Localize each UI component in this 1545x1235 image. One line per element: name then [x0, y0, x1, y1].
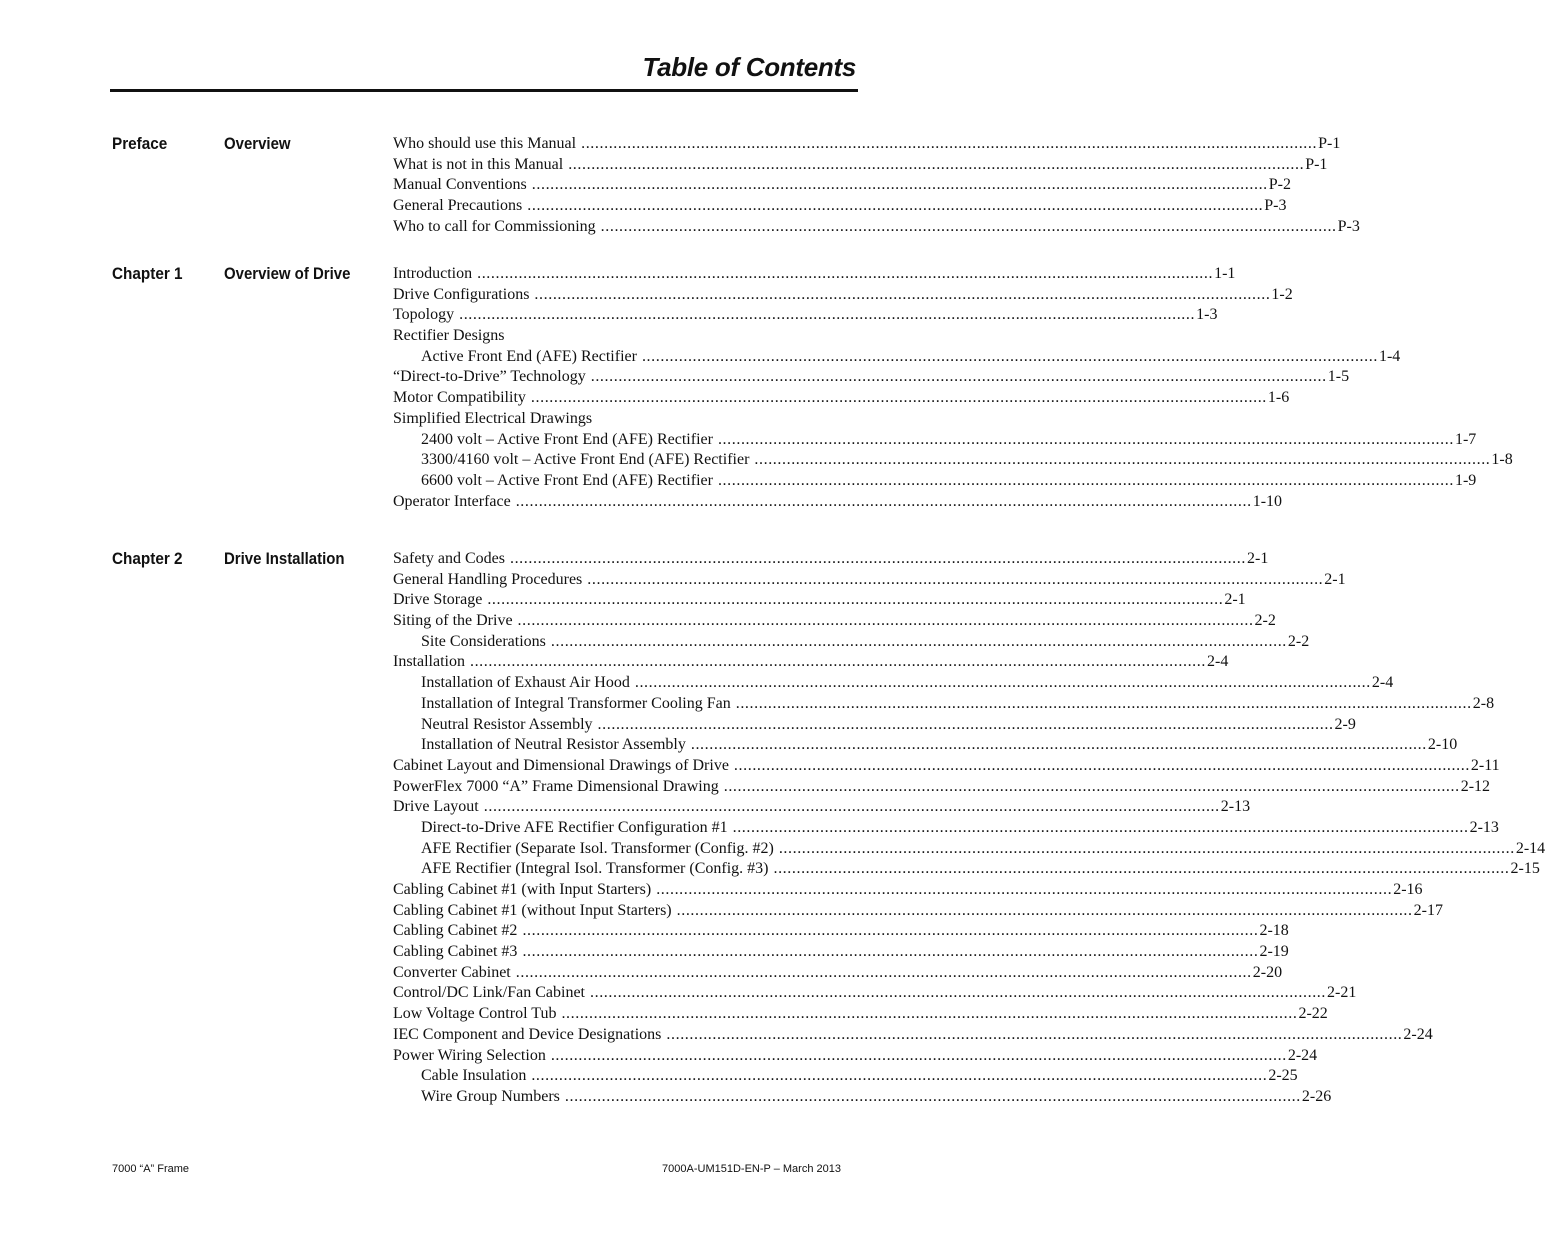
toc-entry-page: 2-26 — [1301, 1087, 1332, 1105]
dot-leader: ................................................................................................................................................................ — [550, 1046, 1287, 1064]
toc-entry-title: IEC Component and Device Designations — [393, 1025, 662, 1043]
dot-leader: ................................................................................................................................................................ — [597, 715, 1334, 733]
dot-leader: ................................................................................................................................................................ — [723, 777, 1460, 795]
section-subtitle: Overview of Drive — [224, 264, 351, 283]
toc-entry-title: “Direct-to-Drive” Technology — [393, 368, 586, 386]
toc-entry-page: 1-6 — [1267, 389, 1290, 407]
dot-leader: ................................................................................................................................................................ — [666, 1025, 1403, 1043]
section-label: Preface — [112, 134, 168, 153]
dot-leader: ................................................................................................................................................................ — [469, 653, 1206, 671]
toc-entry-page: 2-12 — [1460, 777, 1491, 795]
toc-entry-page: 1-3 — [1196, 306, 1218, 324]
toc-entry-page: 2-17 — [1413, 901, 1443, 919]
toc-entry-page: 1-4 — [1378, 347, 1401, 365]
toc-entry-title: Cabling Cabinet #3 — [393, 943, 518, 961]
dot-leader: ................................................................................................................................................................ — [534, 285, 1271, 303]
toc-entry[interactable] — [393, 347, 1401, 368]
toc-entry-title: Operator Interface — [393, 492, 511, 510]
toc-entry-page: 1-5 — [1327, 368, 1350, 386]
toc-entry-title: AFE Rectifier (Integral Isol. Transformer (Config. #3) — [421, 860, 769, 878]
toc-entry[interactable] — [393, 217, 1360, 238]
toc-entry[interactable] — [393, 196, 1287, 217]
toc-entry-page: 1-10 — [1252, 492, 1283, 510]
dot-leader: ................................................................................................................................................................ — [515, 963, 1252, 981]
toc-entry-page: 2-13 — [1220, 798, 1251, 816]
toc-entry-title: General Handling Procedures — [393, 570, 583, 588]
dot-leader: ................................................................................................................................................................ — [483, 798, 1220, 816]
toc-entry-title: PowerFlex 7000 “A” Frame Dimensional Drawing — [393, 777, 719, 795]
toc-entry-title: Direct-to-Drive AFE Rectifier Configuration #1 — [421, 818, 728, 836]
toc-entry-page: 2-4 — [1371, 674, 1394, 692]
dot-leader: ................................................................................................................................................................ — [527, 197, 1264, 215]
toc-entry-title: Installation of Neutral Resistor Assembly — [421, 736, 686, 754]
toc-entry-title: Neutral Resistor Assembly — [421, 715, 593, 733]
toc-entry-page: 2-13 — [1469, 818, 1499, 836]
toc-entry-title: Cabling Cabinet #1 (without Input Starters) — [393, 901, 672, 919]
toc-entry-page: 1-2 — [1271, 285, 1293, 303]
dot-leader: ................................................................................................................................................................ — [459, 306, 1196, 324]
toc-entry[interactable] — [393, 942, 1289, 963]
toc-entry[interactable] — [393, 134, 1341, 155]
footer-right: 7000A-UM151D-EN-P – March 2013 — [662, 1163, 841, 1175]
toc-entry[interactable] — [393, 409, 841, 430]
toc-entry-title: Wire Group Numbers — [421, 1087, 560, 1105]
dot-leader: ................................................................................................................................................................ — [590, 368, 1327, 386]
toc-entry-title: Drive Configurations — [393, 285, 530, 303]
toc-entry-page: 1-9 — [1454, 471, 1477, 489]
toc-entry[interactable] — [393, 1046, 1318, 1067]
toc-entry-page: 2-24 — [1287, 1046, 1318, 1064]
toc-entry[interactable] — [393, 430, 1477, 451]
toc-entry-page: 2-18 — [1259, 922, 1289, 940]
toc-entry-page: 2-2 — [1287, 632, 1310, 650]
toc-entry[interactable] — [393, 777, 1491, 798]
toc-entry[interactable] — [393, 450, 1513, 471]
toc-entry-page: P-3 — [1264, 197, 1287, 215]
toc-entry-page: 2-2 — [1254, 612, 1276, 630]
toc-entry-title: Motor Compatibility — [393, 389, 526, 407]
toc-entry-title: Installation of Integral Transformer Cooling Fan — [421, 694, 731, 712]
page-title: Table of Contents — [642, 52, 856, 82]
toc-entry[interactable] — [393, 632, 1310, 653]
dot-leader: ................................................................................................................................................................ — [676, 901, 1413, 919]
dot-leader: ................................................................................................................................................................ — [773, 860, 1510, 878]
toc-entry-title: Rectifier Designs — [393, 327, 505, 345]
toc-entry[interactable] — [393, 388, 1290, 409]
toc-entry-page: 2-9 — [1334, 715, 1356, 733]
toc-entry-page: 2-10 — [1427, 736, 1458, 754]
toc-entry-title: Installation — [393, 653, 465, 671]
toc-entry-title: What is not in this Manual — [393, 155, 564, 173]
dot-leader: ................................................................................................................................................................ — [732, 818, 1469, 836]
dot-leader: ................................................................................................................................................................ — [581, 135, 1318, 152]
toc-entry[interactable] — [393, 590, 1246, 611]
toc-entry-title: Installation of Exhaust Air Hood — [421, 674, 630, 692]
toc-entry-title: Topology — [393, 306, 455, 324]
toc-entry-title: Cabling Cabinet #2 — [393, 922, 518, 940]
dot-leader: ................................................................................................................................................................ — [634, 674, 1371, 692]
toc-entry-title: Manual Conventions — [393, 176, 527, 194]
toc-entry[interactable] — [393, 673, 1394, 694]
footer-left: 7000 “A” Frame — [112, 1163, 190, 1175]
toc-entry[interactable] — [393, 756, 1500, 777]
section-label: Chapter 1 — [112, 264, 183, 283]
toc-entry-page: P-3 — [1337, 217, 1360, 235]
toc-entry-page: 2-16 — [1393, 881, 1423, 898]
toc-entry[interactable] — [393, 285, 1293, 306]
toc-entry-title: General Precautions — [393, 197, 523, 215]
toc-entry[interactable] — [393, 326, 841, 347]
toc-entry[interactable] — [393, 175, 1291, 196]
dot-leader: ................................................................................................................................................................ — [487, 591, 1224, 609]
dot-leader: ................................................................................................................................................................ — [522, 943, 1259, 961]
dot-leader: ................................................................................................................................................................ — [717, 471, 1454, 489]
dot-leader: ................................................................................................................................................................ — [531, 1067, 1268, 1085]
toc-entry-page: 2-1 — [1246, 550, 1269, 567]
toc-entry[interactable] — [393, 983, 1357, 1004]
toc-entry[interactable] — [393, 839, 1545, 860]
toc-entry[interactable] — [393, 1087, 1332, 1108]
toc-entry-title: Low Voltage Control Tub — [393, 1005, 557, 1023]
toc-entry-title: Active Front End (AFE) Rectifier — [421, 347, 637, 365]
toc-entry-title: Control/DC Link/Fan Cabinet — [393, 984, 585, 1002]
dot-leader: ................................................................................................................................................................ — [754, 451, 1491, 469]
toc-entry-title: 2400 volt – Active Front End (AFE) Rectifier — [421, 430, 713, 448]
toc-entries — [393, 264, 1513, 512]
toc-entry-page: 2-20 — [1252, 963, 1283, 981]
dot-leader: ................................................................................................................................................................ — [477, 265, 1214, 282]
toc-entry[interactable] — [393, 921, 1289, 942]
toc-entry[interactable] — [393, 570, 1346, 591]
toc-entry[interactable] — [393, 694, 1495, 715]
toc-entry-page: 2-4 — [1206, 653, 1229, 671]
toc-entry[interactable] — [393, 797, 1251, 818]
toc-entry-title: AFE Rectifier (Separate Isol. Transformer (Config. #2) — [421, 839, 774, 857]
dot-leader: ................................................................................................................................................................ — [522, 922, 1259, 940]
dot-leader: ................................................................................................................................................................ — [600, 217, 1337, 235]
toc-entry-page: 2-21 — [1327, 984, 1357, 1002]
dot-leader: ................................................................................................................................................................ — [778, 839, 1515, 857]
toc-entry[interactable] — [393, 880, 1423, 901]
toc-entry[interactable] — [393, 367, 1350, 388]
section-label: Chapter 2 — [112, 549, 183, 568]
toc-entry-page: 1-1 — [1214, 265, 1236, 282]
toc-entry[interactable] — [393, 611, 1276, 632]
toc-entry[interactable] — [393, 471, 1477, 492]
toc-entry-title: Cabinet Layout and Dimensional Drawings of Drive — [393, 756, 729, 774]
toc-entry[interactable] — [393, 963, 1283, 984]
toc-entry[interactable] — [393, 492, 1283, 513]
dot-leader: ................................................................................................................................................................ — [561, 1005, 1298, 1023]
toc-entry-title: Who to call for Commissioning — [393, 217, 596, 235]
toc-entry[interactable] — [393, 155, 1328, 176]
dot-leader: ................................................................................................................................................................ — [515, 492, 1252, 510]
section-subtitle: Overview — [224, 134, 291, 153]
toc-entry[interactable] — [393, 1025, 1433, 1046]
toc-entries — [393, 134, 1360, 237]
dot-leader: ................................................................................................................................................................ — [733, 756, 1470, 774]
toc-entry[interactable] — [393, 264, 1236, 285]
toc-entry-title: Drive Storage — [393, 591, 483, 609]
toc-entry[interactable] — [393, 305, 1218, 326]
dot-leader: ................................................................................................................................................................ — [587, 570, 1324, 588]
toc-entry-title: 6600 volt – Active Front End (AFE) Rectifier — [421, 471, 713, 489]
dot-leader: ................................................................................................................................................................ — [568, 155, 1305, 173]
section-subtitle: Drive Installation — [224, 549, 345, 568]
toc-entry-page: 2-22 — [1298, 1005, 1328, 1023]
toc-entry-page: 2-25 — [1268, 1067, 1298, 1085]
toc-entry-title: Introduction — [393, 265, 473, 282]
dot-leader: ................................................................................................................................................................ — [641, 347, 1378, 365]
toc-entry-title: Cabling Cabinet #1 (with Input Starters) — [393, 881, 652, 898]
dot-leader: ................................................................................................................................................................ — [517, 612, 1254, 630]
toc-entry-page: 1-7 — [1454, 430, 1477, 448]
toc-entry-page: 2-8 — [1472, 694, 1495, 712]
title-rule — [110, 89, 858, 92]
toc-entry-title: Site Considerations — [421, 632, 546, 650]
toc-entry[interactable] — [393, 901, 1443, 922]
dot-leader: ................................................................................................................................................................ — [656, 881, 1393, 898]
toc-entry[interactable] — [393, 859, 1540, 880]
dot-leader: ................................................................................................................................................................ — [564, 1087, 1301, 1105]
toc-entry[interactable] — [393, 652, 1229, 673]
toc-entry-page: P-1 — [1318, 135, 1341, 152]
dot-leader: ................................................................................................................................................................ — [735, 694, 1472, 712]
toc-entry-page: 2-1 — [1224, 591, 1246, 609]
toc-entry-page: P-1 — [1305, 155, 1328, 173]
toc-entry[interactable] — [393, 1066, 1298, 1087]
dot-leader: ................................................................................................................................................................ — [717, 430, 1454, 448]
toc-entry-page: 2-14 — [1515, 839, 1545, 857]
toc-entry[interactable] — [393, 818, 1499, 839]
toc-entry-title: Drive Layout — [393, 798, 479, 816]
dot-leader: ................................................................................................................................................................ — [590, 984, 1326, 1002]
toc-entry-page: P-2 — [1268, 176, 1291, 194]
dot-leader: ................................................................................................................................................................ — [530, 389, 1267, 407]
toc-entry[interactable] — [393, 715, 1356, 736]
toc-entry-title: Cable Insulation — [421, 1067, 527, 1085]
toc-entry[interactable] — [393, 1004, 1328, 1025]
dot-leader: ................................................................................................................................................................ — [509, 550, 1246, 567]
toc-entry-page: 2-24 — [1403, 1025, 1433, 1043]
toc-entry-page: 1-8 — [1491, 451, 1513, 469]
toc-entry-page: 2-1 — [1324, 570, 1346, 588]
dot-leader: ................................................................................................................................................................ — [531, 176, 1268, 194]
toc-entry-title: Siting of the Drive — [393, 612, 513, 630]
dot-leader: ................................................................................................................................................................ — [690, 736, 1427, 754]
toc-entry-title: Who should use this Manual — [393, 135, 577, 152]
toc-entries — [393, 549, 1545, 1108]
toc-entry[interactable] — [393, 549, 1269, 570]
toc-entry-page: 2-15 — [1510, 860, 1540, 878]
toc-entry-page: 2-19 — [1259, 943, 1289, 961]
toc-entry-title: Converter Cabinet — [393, 963, 511, 981]
toc-entry-title: Simplified Electrical Drawings — [393, 409, 593, 427]
toc-entry-title: Safety and Codes — [393, 550, 505, 567]
toc-entry-title: Power Wiring Selection — [393, 1046, 546, 1064]
dot-leader: ................................................................................................................................................................ — [550, 632, 1287, 650]
toc-entry-page: 2-11 — [1470, 756, 1500, 774]
toc-entry[interactable] — [393, 735, 1458, 756]
toc-entry-title: 3300/4160 volt – Active Front End (AFE) Rectifier — [421, 451, 750, 469]
